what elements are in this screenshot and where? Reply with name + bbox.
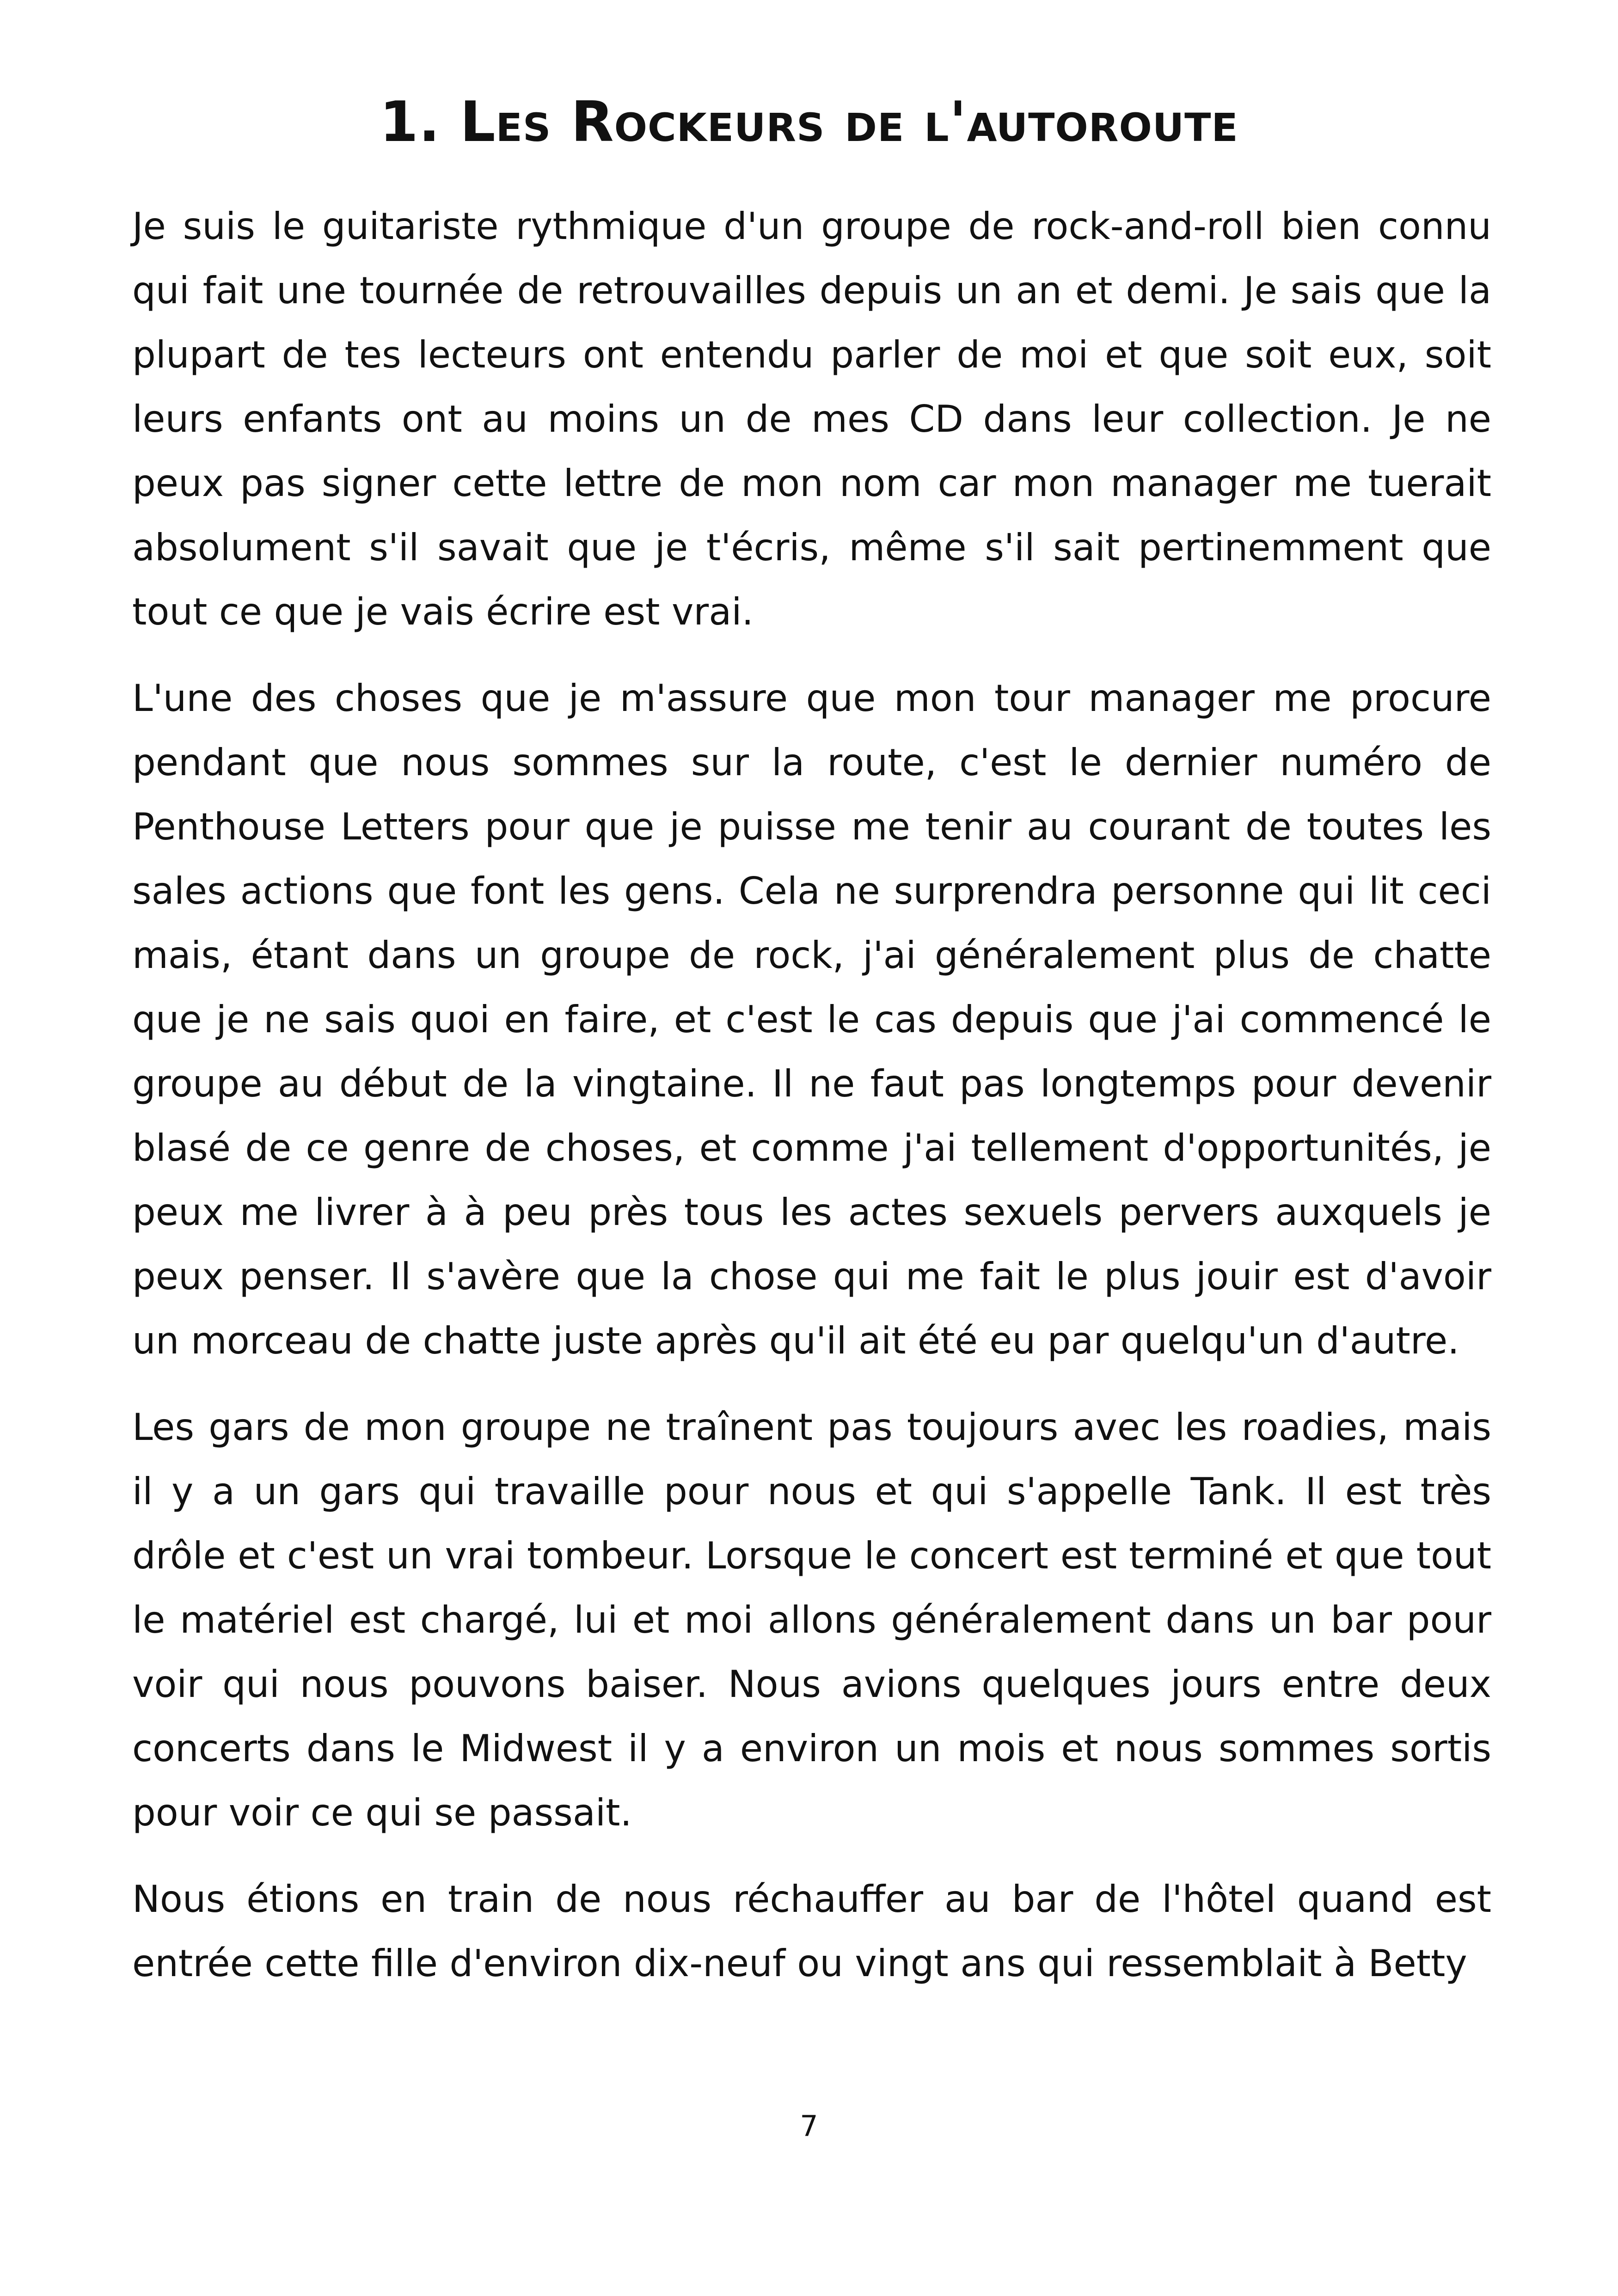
paragraph: Les gars de mon groupe ne traînent pas toujours avec les roadies, mais il y a un gars qui travaille pour nous et qui s'appelle Tank. Il est très drôle et c'est un vrai tombeur. Lorsque le concert est terminé et que tout le matériel est chargé, lui et moi allons généralement dans un bar pour voir qui nous pouvons baiser. Nous avions quelques jours entre deux concerts dans le Midwest il y a environ un mois et nous sommes sortis pour voir ce qui se passait. xyxy=(132,1406,1491,1834)
chapter-title: 1. Les Rockeurs de l'autoroute xyxy=(380,90,1238,154)
paragraph: L'une des choses que je m'assure que mon tour manager me procure pendant que nous sommes sur la route, c'est le dernier numéro de Penthouse Letters pour que je puisse me tenir au courant de toutes les sales actions que font les gens. Cela ne surprendra personne qui lit ceci mais, étant dans un groupe de rock, j'ai généralement plus de chatte que je ne sais quoi en faire, et c'est le cas depuis que j'ai commencé le groupe au début de la vingtaine. Il ne faut pas longtemps pour devenir blasé de ce genre de choses, et comme j'ai tellement d'opportunités, je peux me livrer à à peu près tous les actes sexuels pervers auxquels je peux penser. Il s'avère que la chose qui me fait le plus jouir est d'avoir un morceau de chatte juste après qu'il ait été eu par quelqu'un d'autre. xyxy=(132,677,1491,1362)
paragraph: Nous étions en train de nous réchauffer au bar de l'hôtel quand est entrée cette fille d'environ dix-neuf ou vingt ans qui ressemblait à Betty xyxy=(132,1878,1491,1985)
paragraph: Je suis le guitariste rythmique d'un groupe de rock-and-roll bien connu qui fait une tournée de retrouvailles depuis un an et demi. Je sais que la plupart de tes lecteurs ont entendu parler de moi et que soit eux, soit leurs enfants ont au moins un de mes CD dans leur collection. Je ne peux pas signer cette lettre de mon nom car mon manager me tuerait absolument s'il savait que je t'écris, même s'il sait pertinemment que tout ce que je vais écrire est vrai. xyxy=(132,205,1491,633)
page-number: 7 xyxy=(800,2109,818,2143)
body-text xyxy=(132,194,1491,2018)
